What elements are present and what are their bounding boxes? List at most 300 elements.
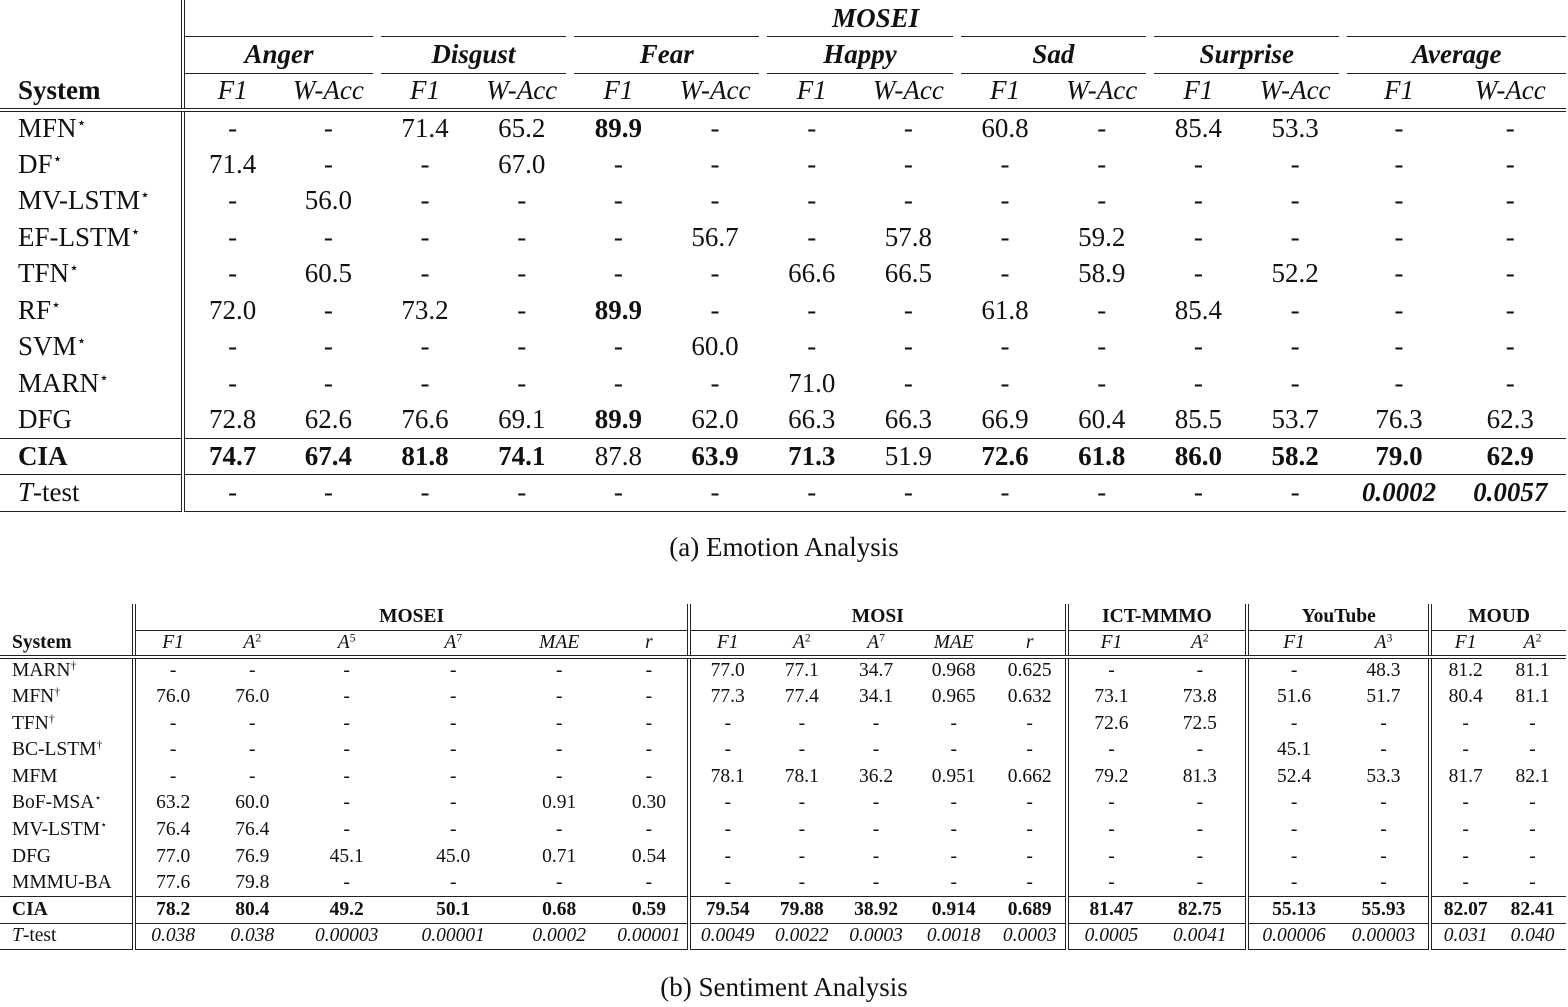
value-cell: - [420,367,430,398]
system-name-suffix: -test [22,925,57,947]
system-name: SVM [18,331,77,362]
sentiment-analysis-table [0,604,1566,950]
value-cell: - [1394,185,1404,216]
value-cell: - [689,843,764,870]
table-row [0,710,1566,737]
value-cell: - [183,475,280,512]
value-cell: 76.0 [134,684,210,711]
table-row [0,657,1566,684]
table-row [0,438,1566,475]
value-cell: - [689,710,764,737]
metric-header: F1 [377,73,474,110]
metric-header: W-Acc [667,73,764,110]
value-cell: - [950,739,957,761]
value-cell: 76.0 [235,686,270,708]
value-cell: 72.8 [183,402,280,439]
value-cell: - [613,148,623,179]
metric-header [611,631,689,658]
value-cell: 51.9 [860,438,957,475]
value-cell: 71.4 [401,113,449,144]
value-cell: - [1505,221,1515,252]
metric-name: A [792,632,805,654]
value-cell: 0.0002 [1343,475,1454,512]
value-cell: 77.4 [784,686,819,708]
value-cell: 0.71 [542,845,577,867]
dataset-header: MOSI [689,604,1067,631]
value-cell: - [903,367,913,398]
value-cell: 52.2 [1271,258,1319,289]
value-cell: 52.4 [1247,764,1338,791]
system-name-cell [0,710,134,737]
value-cell: - [377,475,474,512]
value-cell: - [1529,819,1536,841]
metric-header: W-Acc [1455,73,1566,110]
value-cell: 63.2 [134,790,210,817]
value-cell: - [1430,817,1499,844]
value-cell: 0.0003 [839,923,912,950]
value-cell: - [555,660,563,682]
dataset-header: ICT-MMMO [1067,604,1248,631]
group-header-row [0,37,1566,74]
system-name: TFN [18,258,70,289]
value-cell: 62.0 [691,404,739,434]
value-cell: - [1097,185,1107,216]
value-cell: - [1430,790,1499,817]
value-cell: 0.59 [611,897,689,924]
value-cell: - [710,148,720,179]
value-cell: - [710,294,720,325]
value-cell: - [872,739,880,761]
value-cell: 89.9 [594,294,642,325]
value-cell: 60.0 [691,331,739,362]
value-cell: - [1247,817,1338,844]
value-cell: 0.0057 [1455,475,1566,512]
metric-superscript: 2 [804,631,811,645]
system-name: BoF-MSA [12,792,95,814]
value-cell: - [645,819,653,841]
metric-header: F1 [570,73,667,110]
table-row [0,146,1566,183]
value-cell: 72.6 [1067,710,1155,737]
value-cell: 57.8 [884,221,932,252]
value-cell: 89.9 [594,404,642,434]
metric-header [210,631,294,658]
value-cell: 0.00006 [1247,923,1338,950]
value-cell: 34.7 [858,660,894,682]
dataset-header: MOSEI [134,604,689,631]
value-cell: 73.8 [1182,686,1217,708]
system-name: CIA [18,440,68,471]
system-marker: ⋆ [99,368,110,387]
value-cell: - [710,113,720,144]
value-cell: - [645,739,653,761]
value-cell: - [249,765,256,787]
value-cell: - [1247,657,1338,684]
value-cell: 71.3 [763,438,860,475]
value-cell: 79.2 [1067,764,1155,791]
value-cell: - [1193,258,1203,289]
system-marker: ⋆ [94,792,102,806]
value-cell: 0.625 [1007,660,1052,682]
value-cell: 79.8 [235,871,270,893]
value-cell: 0.0003 [995,923,1067,950]
value-cell: 82.07 [1430,897,1499,924]
value-cell: - [517,294,527,325]
value-cell: - [950,871,957,893]
value-cell: 77.3 [689,684,764,711]
dataset-header: MOSEI [183,0,1566,37]
value-cell: - [517,221,527,252]
metric-superscript: 2 [1202,631,1209,645]
value-cell: - [1026,845,1033,867]
value-cell: - [343,739,350,761]
value-cell: - [343,792,350,814]
value-cell: 66.5 [884,258,932,289]
value-cell: - [1290,221,1300,252]
value-cell: - [449,765,457,787]
system-name: CIA [12,898,48,920]
metric-header [913,631,995,658]
value-cell: 76.4 [235,819,270,841]
value-cell: 0.951 [931,765,976,787]
value-cell: 36.2 [858,765,894,787]
system-name: MFM [12,765,58,787]
system-name-cell [0,256,183,293]
value-cell: - [1380,845,1387,867]
value-cell: - [249,660,256,682]
value-cell: - [1026,819,1033,841]
value-cell: - [689,790,764,817]
value-cell: 82.1 [1515,765,1550,787]
metric-name: MAE [539,632,580,654]
value-cell: 0.038 [134,923,210,950]
value-cell: 0.968 [931,660,976,682]
group-header: Disgust [377,37,570,74]
value-cell: - [323,331,333,362]
group-header: Average [1343,37,1566,74]
value-cell: - [807,221,817,252]
system-name: MFN [12,686,55,708]
metric-header-row [0,631,1566,658]
system-name-cell [0,438,183,475]
value-cell: 66.3 [788,404,836,434]
value-cell: - [1430,870,1499,897]
system-marker: ⋆ [130,222,141,241]
metric-header: W-Acc [1053,73,1150,110]
value-cell: 63.9 [667,438,764,475]
value-cell: - [798,845,806,867]
value-cell: - [280,475,377,512]
value-cell: 87.8 [570,438,667,475]
value-cell: - [872,845,880,867]
value-cell: - [343,765,350,787]
value-cell: - [1067,657,1155,684]
value-cell: 53.7 [1271,404,1319,434]
metric-name: r [1025,632,1034,654]
value-cell: - [1394,148,1404,179]
value-cell: - [420,331,430,362]
value-cell: 66.3 [884,404,932,434]
value-cell: - [1196,871,1204,893]
value-cell: 79.54 [689,897,764,924]
value-cell: - [420,148,430,179]
value-cell: 73.1 [1067,684,1155,711]
metric-superscript: 2 [1535,631,1542,645]
value-cell: - [1097,148,1107,179]
value-cell: 80.4 [210,897,294,924]
value-cell: - [343,686,350,708]
table-row [0,110,1566,147]
metric-header-row [0,73,1566,110]
value-cell: 76.6 [401,404,449,434]
value-cell: - [1026,871,1033,893]
value-cell: 74.1 [473,438,570,475]
value-cell: 72.6 [957,438,1054,475]
metric-header: F1 [183,73,280,110]
value-cell: - [449,686,457,708]
value-cell: - [860,475,957,512]
system-name: T [18,477,34,508]
value-cell: 0.040 [1499,923,1566,950]
value-cell: - [710,258,720,289]
dataset-header-row [0,604,1566,631]
value-cell: - [555,712,563,734]
value-cell: - [1150,475,1247,512]
table-row [0,183,1566,220]
value-cell: - [807,185,817,216]
system-name-cell [0,870,134,897]
value-cell: - [449,712,457,734]
value-cell: - [1193,367,1203,398]
metric-name: F1 [1454,632,1477,654]
value-cell: - [420,258,430,289]
system-name-cell [0,183,183,220]
value-cell: 80.4 [1430,684,1499,711]
value-cell: 85.4 [1174,294,1223,325]
metric-header [294,631,398,658]
value-cell: - [473,475,570,512]
value-cell: - [1247,790,1338,817]
system-name-cell [0,110,183,147]
table-row [0,764,1566,791]
value-cell: 72.0 [183,292,280,329]
value-cell: - [1430,843,1499,870]
value-cell: - [645,871,653,893]
metric-header [764,631,839,658]
value-cell: 49.2 [294,897,398,924]
value-cell: 0.0002 [508,923,611,950]
value-cell: - [183,183,280,220]
metric-superscript: 3 [1386,631,1393,645]
table-row [0,923,1566,950]
value-cell: - [1193,148,1203,179]
dataset-header: MOUD [1430,604,1566,631]
value-cell: - [420,221,430,252]
value-cell: - [1394,221,1404,252]
system-marker: † [48,712,55,726]
value-cell: 76.4 [134,817,210,844]
value-cell: - [1529,712,1536,734]
value-cell: - [798,819,806,841]
value-cell: - [1505,294,1515,325]
system-header: System [0,73,183,110]
table-row [0,737,1566,764]
value-cell: - [1394,331,1404,362]
value-cell: - [872,819,880,841]
value-cell: - [555,765,563,787]
value-cell: 0.965 [931,686,976,708]
value-cell: - [710,367,720,398]
system-marker: ⋆ [76,114,87,133]
value-cell: 50.1 [399,897,508,924]
dataset-header-row [0,0,1566,37]
value-cell: - [1247,843,1338,870]
metric-name: F1 [1100,632,1123,654]
value-cell: - [1290,367,1300,398]
value-cell: - [1529,871,1536,893]
value-cell: 55.13 [1247,897,1338,924]
metric-name: A [1374,632,1387,654]
value-cell: 0.914 [913,897,995,924]
value-cell: 77.1 [784,660,819,682]
value-cell: - [950,792,957,814]
value-cell: 82.41 [1499,897,1566,924]
value-cell: - [343,871,350,893]
value-cell: 86.0 [1150,438,1247,475]
value-cell: - [134,737,210,764]
system-name-cell [0,365,183,402]
value-cell: 58.9 [1078,258,1126,289]
value-cell: 0.0018 [913,923,995,950]
system-name: MARN [18,367,100,398]
value-cell: - [1196,845,1204,867]
metric-name: F1 [1283,632,1305,654]
value-cell: - [1430,710,1499,737]
system-name: MMMU-BA [12,871,112,893]
value-cell: - [449,792,457,814]
value-cell: 67.4 [280,438,377,475]
system-name: MV-LSTM [12,819,101,841]
value-cell: - [1196,739,1204,761]
system-name: EF-LSTM [18,221,131,252]
value-cell: - [689,737,764,764]
metric-superscript: 7 [456,631,463,645]
table-row [0,897,1566,924]
value-cell: - [1196,660,1204,682]
metric-name: A [444,632,457,654]
value-cell: - [1067,790,1155,817]
table-row [0,256,1566,293]
group-header: Surprise [1150,37,1343,74]
value-cell: 53.3 [1271,113,1319,144]
value-cell: 51.7 [1366,686,1401,708]
value-cell: - [807,331,817,362]
value-cell: 53.3 [1366,765,1401,787]
system-name: DF [18,148,53,179]
value-cell: - [555,739,563,761]
system-name-cell [0,475,183,512]
table-row [0,817,1566,844]
value-cell: - [1394,258,1404,289]
value-cell: - [1000,185,1010,216]
value-cell: - [1505,331,1515,362]
value-cell: - [323,294,333,325]
value-cell: 74.7 [183,438,280,475]
value-cell: - [903,148,913,179]
value-cell: - [1000,367,1010,398]
value-cell: - [689,870,764,897]
value-cell: 73.2 [401,294,449,325]
value-cell: 76.9 [235,845,270,867]
value-cell: 0.0049 [689,923,764,950]
value-cell: - [517,185,527,216]
value-cell: 34.1 [858,686,894,708]
value-cell: 72.5 [1182,712,1217,734]
value-cell: - [1290,148,1300,179]
system-header: System [0,631,134,658]
system-marker: ⋆ [76,332,87,351]
table-row [0,402,1566,439]
value-cell: - [872,792,880,814]
value-cell: 45.1 [329,845,364,867]
value-cell: 76.3 [1375,404,1423,434]
system-name-suffix: -test [33,477,80,508]
metric-header: W-Acc [473,73,570,110]
metric-header: F1 [763,73,860,110]
value-cell: 48.3 [1366,660,1401,682]
value-cell: - [343,819,350,841]
value-cell: - [1380,871,1387,893]
value-cell: 79.88 [764,897,839,924]
value-cell: - [183,256,280,293]
value-cell: - [1430,737,1499,764]
value-cell: - [323,367,333,398]
table-row [0,292,1566,329]
system-name: MFN [18,113,77,144]
value-cell: - [1067,737,1155,764]
system-name: DFG [12,845,52,867]
value-cell: 45.1 [1247,737,1338,764]
value-cell: - [555,686,563,708]
value-cell: 0.91 [542,792,577,814]
system-name: TFN [12,712,49,734]
system-name-cell [0,817,134,844]
metric-superscript: 5 [349,631,356,645]
system-marker: † [96,738,103,752]
value-cell: - [1247,475,1344,512]
metric-name: r [645,632,653,654]
metric-header [134,631,210,658]
metric-header [508,631,611,658]
metric-header [995,631,1067,658]
table-row [0,870,1566,897]
value-cell: - [1529,739,1536,761]
value-cell: - [1505,258,1515,289]
value-cell: - [249,712,256,734]
value-cell: - [1380,819,1387,841]
value-cell: 0.30 [631,792,666,814]
value-cell: - [957,475,1054,512]
system-name: T [12,925,23,947]
value-cell: 0.00001 [399,923,508,950]
value-cell: - [872,871,880,893]
table-row [0,843,1566,870]
value-cell: - [807,294,817,325]
value-cell: - [613,185,623,216]
value-cell: - [1097,294,1107,325]
value-cell: - [1193,331,1203,362]
value-cell: 0.00001 [611,923,689,950]
